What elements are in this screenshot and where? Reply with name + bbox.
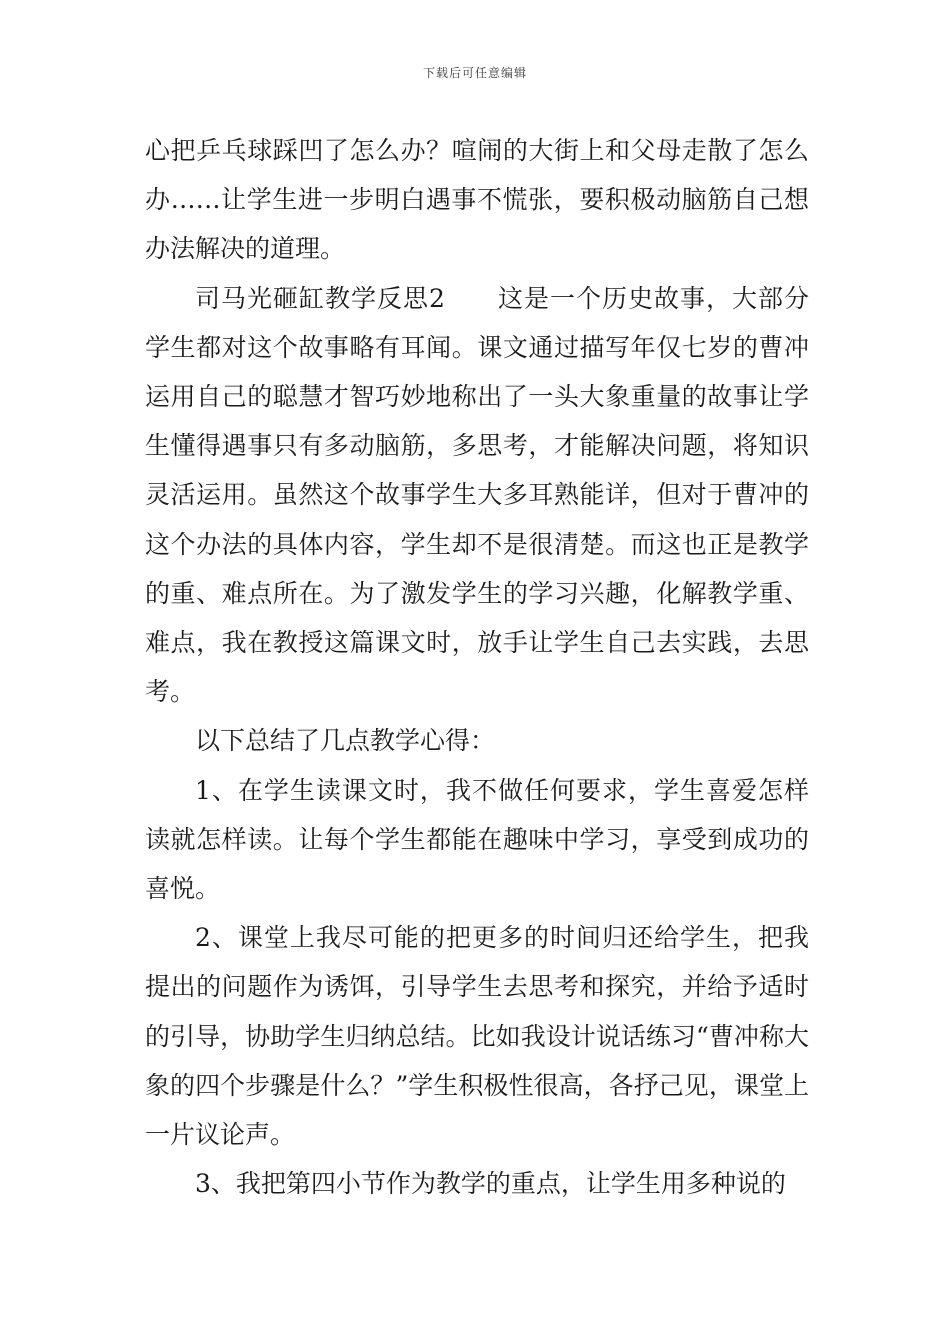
document-body xyxy=(145,126,809,1208)
page-header: 下载后可任意编辑 xyxy=(422,66,527,80)
paragraph-continuation: 心把乒乓球踩凹了怎么办？喧闹的大街上和父母走散了怎么办……让学生进一步明白遇事不慌张，要积极动脑筋自己想办法解决的道理。 xyxy=(145,136,809,264)
paragraph-reflection-intro: 司马光砸缸教学反思2 这是一个历史故事，大部分学生都对这个故事略有耳闻。课文通过描写年仅七岁的曹冲运用自己的聪慧才智巧妙地称出了一头大象重量的故事让学生懂得遇事只有多动脑筋，多思考，才能解决问题，将知识灵活运用。虽然这个故事学生大多耳熟能详，但对于曹冲的这个办法的具体内容，学生却不是很清楚。而这也正是教学的重、难点所在。为了激发学生的学习兴趣，化解教学重、难点，我在教授这篇课文时，放手让学生自己去实践，去思考。 xyxy=(145,283,809,707)
paragraph-point-1: 1、在学生读课文时，我不做任何要求，学生喜爱怎样读就怎样读。让每个学生都能在趣味中学习，享受到成功的喜悦。 xyxy=(145,775,809,904)
paragraph-point-3: 3、我把第四小节作为教学的重点，让学生用多种说的 xyxy=(195,1169,786,1199)
paragraph-point-2: 2、课堂上我尽可能的把更多的时间归还给学生，把我提出的问题作为诱饵，引导学生去思考和探究，并给予适时的引导，协助学生归纳总结。比如我设计说话练习“曹冲称大象的四个步骤是什么？”学生积极性很高，各抒己见，课堂上一片议论声。 xyxy=(145,923,809,1150)
paragraph-summary-heading: 以下总结了几点教学心得： xyxy=(195,726,496,756)
